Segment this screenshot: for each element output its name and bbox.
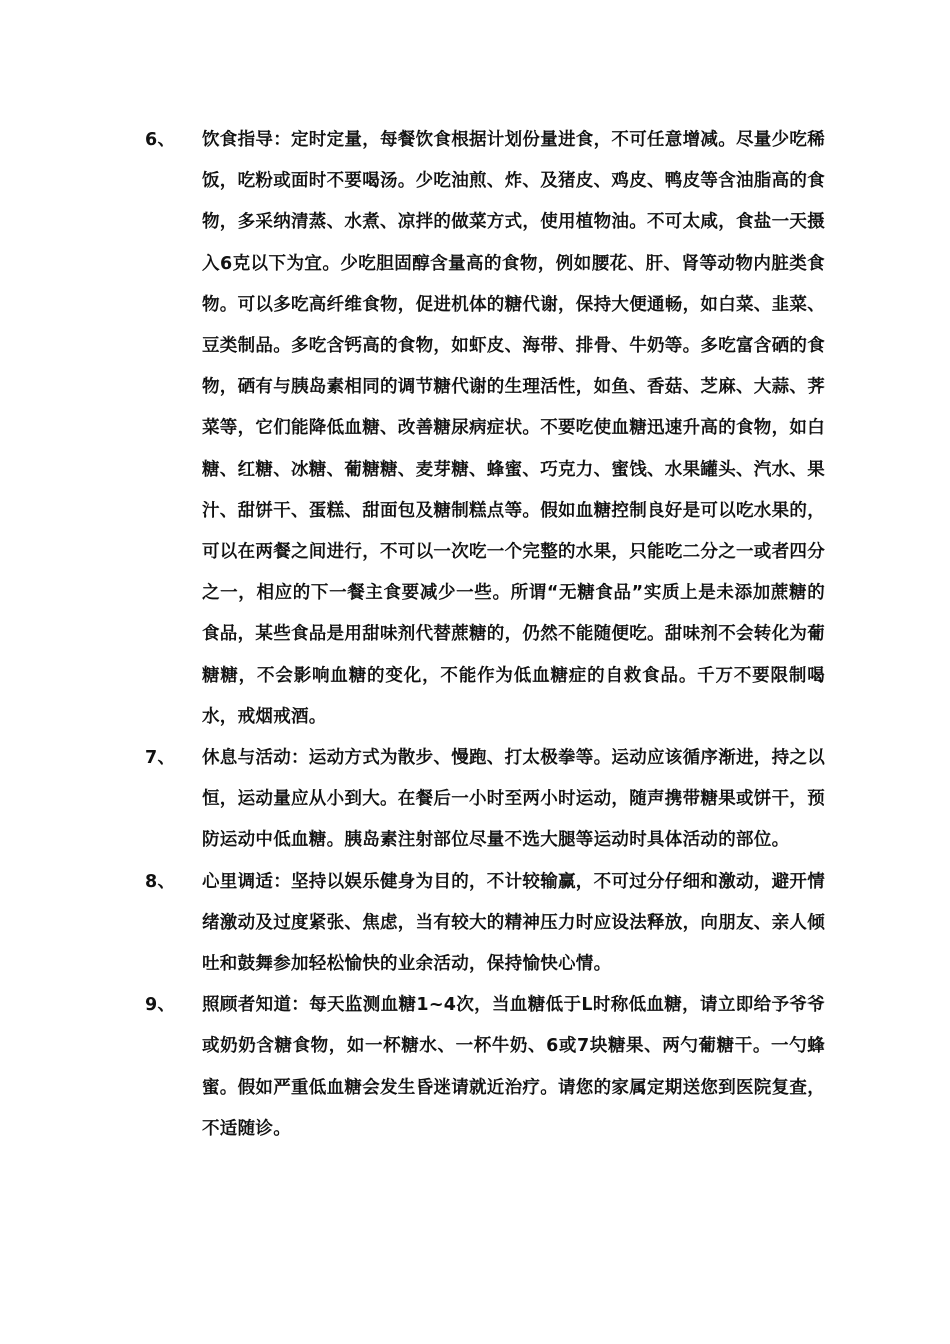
list-item-text: 照顾者知道：每天监测血糖1~4次，当血糖低于L时称低血糖，请立即给予爷爷或奶奶含糖食物，如一杯糖水、一杯牛奶、6或7块糖果、两勺葡糖干。一勺蜂蜜。假如严重低血糖会发生昏迷请就近治疗。请您的家属定期送您到医院复查，不适随诊。	[202, 995, 825, 1139]
list-item-text: 休息与活动：运动方式为散步、慢跑、打太极拳等。运动应该循序渐进，持之以恒，运动量应从小到大。在餐后一小时至两小时运动，随声携带糖果或饼干，预防运动中低血糖。胰岛素注射部位尽量不选大腿等运动时具体活动的部位。	[202, 748, 825, 851]
list-item-text: 心里调适：坚持以娱乐健身为目的，不计较输赢，不可过分仔细和激动，避开情绪激动及过度紧张、焦虑，当有较大的精神压力时应设法释放，向朋友、亲人倾吐和鼓舞参加轻松愉快的业余活动，保持愉快心情。	[202, 871, 825, 975]
list-item-text: 饮食指导：定时定量，每餐饮食根据计划份量进食，不可任意增减。尽量少吃稀饭，吃粉或面时不要喝汤。少吃油煎、炸、及猪皮、鸡皮、鸭皮等含油脂高的食物，多采纳清蒸、水煮、凉拌的做菜方式，使用植物油。不可太咸，食盐一天摄入6克以下为宜。少吃胆固醇含量高的食物，例如腰花、肝、肾等动物内脏类食物。可以多吃高纤维食物，促进机体的糖代谢，保持大便通畅，如白菜、韭菜、豆类制品。多吃含钙高的食物，如虾皮、海带、排骨、牛奶等。多吃富含硒的食物，硒有与胰岛素相同的调节糖代谢的生理活性，如鱼、香菇、芝麻、大蒜、荠菜等，它们能降低血糖、改善糖尿病症状。不要吃使血糖迅速升高的食物，如白糖、红糖、冰糖、葡糖糖、麦芽糖、蜂蜜、巧克力、蜜饯、水果罐头、汽水、果汁、甜饼干、蛋糕、甜面包及糖制糕点等。假如血糖控制良好是可以吃水果的，可以在两餐之间进行，不可以一次吃一个完整的水果，只能吃二分之一或者四分之一，相应的下一餐主食要减少一些。所谓“无糖食品”实质上是未添加蔗糖的食品，某些食品是用甜味剂代替蔗糖的，仍然不能随便吃。甜味剂不会转化为葡糖糖，不会影响血糖的变化，不能作为低血糖症的自救食品。千万不要限制喝水，戒烟戒酒。	[202, 130, 825, 727]
list-item-number: 6、	[145, 130, 176, 150]
list-item-7	[145, 738, 825, 862]
list-item-9	[145, 985, 825, 1150]
list-item-number: 8、	[145, 871, 176, 892]
list-item-number: 7、	[145, 748, 176, 769]
list-item-8	[145, 862, 825, 986]
list-item-6	[145, 120, 825, 738]
list-item-number: 9、	[145, 995, 176, 1016]
numbered-list	[145, 120, 825, 1150]
